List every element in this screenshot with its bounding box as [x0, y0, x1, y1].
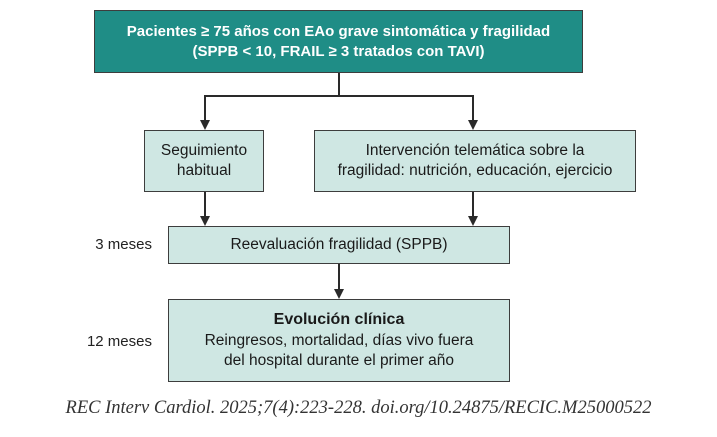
connector-reevaluacion-down	[338, 264, 340, 290]
connector-intervencion-down	[472, 192, 474, 217]
intervencion-line-1: Intervención telemática sobre la	[365, 141, 585, 159]
evolucion-box	[168, 299, 510, 382]
arrow-to-seguimiento	[200, 120, 210, 130]
citation-text: REC Interv Cardiol. 2025;7(4):223-228. doi.org/10.24875/RECIC.M25000522	[65, 398, 652, 418]
seguimiento-line-2: habitual	[176, 162, 232, 179]
connector-top-vertical	[338, 73, 340, 95]
connector-seguimiento-down	[204, 192, 206, 217]
population-line-1: Pacientes ≥ 75 años con EAo grave sintomática y fragilidad	[126, 23, 551, 40]
arrow-seguimiento-to-reevaluacion	[200, 216, 210, 226]
evolucion-title: Evolución clínica	[273, 310, 405, 328]
reevaluacion-box	[168, 226, 510, 264]
seguimiento-line-1: Seguimiento	[160, 141, 248, 159]
population-line-2: (SPPB < 10, FRAIL ≥ 3 tratados con TAVI)	[192, 42, 485, 60]
connector-split-horizontal	[204, 95, 473, 97]
arrow-to-intervencion	[468, 120, 478, 130]
timepoint-3-meses: 3 meses	[95, 236, 152, 253]
connector-right-branch	[472, 95, 474, 121]
timepoint-12-meses: 12 meses	[86, 333, 152, 350]
intervencion-line-2: fragilidad: nutrición, educación, ejercicio	[337, 162, 613, 179]
intervencion-box	[314, 130, 636, 192]
arrow-intervencion-to-reevaluacion	[468, 216, 478, 226]
seguimiento-box	[144, 130, 264, 192]
arrow-reevaluacion-to-evolucion	[334, 289, 344, 299]
evolucion-line-2: del hospital durante el primer año	[223, 351, 455, 369]
connector-left-branch	[204, 95, 206, 121]
reevaluacion-label: Reevaluación fragilidad (SPPB)	[230, 235, 448, 253]
population-box	[94, 10, 583, 73]
evolucion-line-1: Reingresos, mortalidad, días vivo fuera	[204, 331, 474, 349]
